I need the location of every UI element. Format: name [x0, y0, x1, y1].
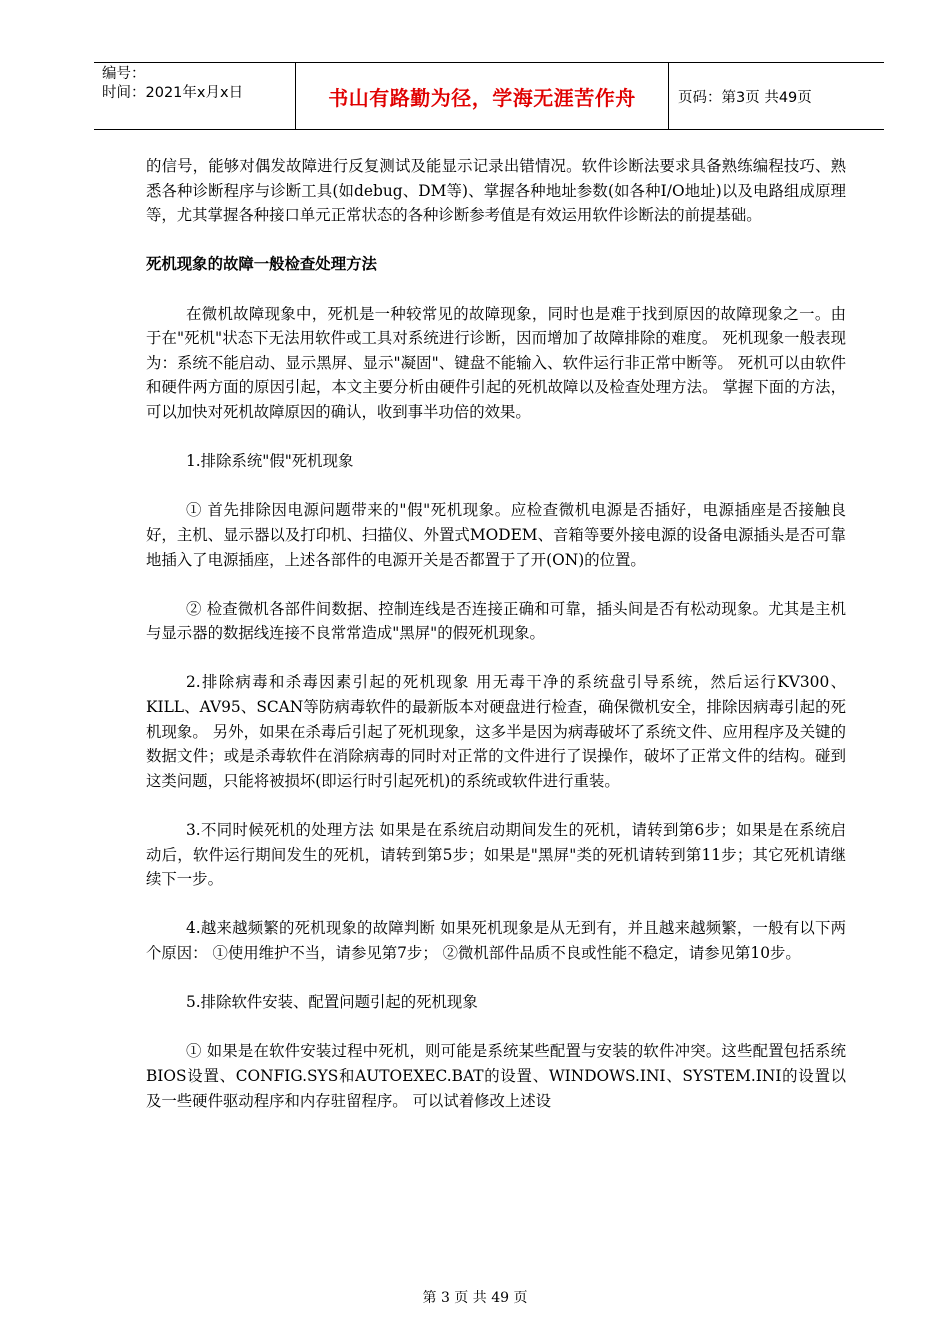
subsection-title: 5.排除软件安装、配置问题引起的死机现象: [186, 993, 478, 1012]
page-footer: 第 3 页 共 49 页: [422, 1290, 528, 1306]
header-meta: [102, 65, 243, 103]
paragraph: ② 检查微机各部件间数据、控制连线是否连接正确和可靠，插头间是否有松动现象。尤其是主机与显示器的数据线连接不良常常造成"黑屏"的假死机现象。: [146, 599, 846, 643]
document-body: [146, 154, 846, 1113]
header-page-info: 页码：第3页 共49页: [678, 89, 812, 106]
header-motto: 书山有路勤为径，学海无涯苦作舟: [328, 85, 636, 110]
paragraph: 2.排除病毒和杀毒因素引起的死机现象 用无毒干净的系统盘引导系统，然后运行KV300、KILL、AV95、SCAN等防病毒软件的最新版本对硬盘进行检查，确保微机安全，排除因病毒引起的死机现象。 另外，如果在杀毒后引起了死机现象，这多半是因为病毒破坏了系统文件、应用程序及关键的数据文件；或是杀毒软件在消除病毒的同时对正常的文件进行了误操作，破坏了正常文件的结构。碰到这类问题，只能将被损坏(即运行时引起死机)的系统或软件进行重装。: [146, 673, 846, 790]
paragraph: 4.越来越频繁的死机现象的故障判断 如果死机现象是从无到有，并且越来越频繁，一般有以下两个原因： ①使用维护不当，请参见第7步； ②微机部件品质不良或性能不稳定，请参见第10步。: [146, 919, 846, 962]
section-heading: 死机现象的故障一般检查处理方法: [146, 255, 377, 274]
doc-code-label: 编号：: [102, 66, 146, 82]
header-divider: [668, 63, 669, 129]
page-header: [94, 62, 884, 130]
paragraph: 的信号，能够对偶发故障进行反复测试及能显示记录出错情况。软件诊断法要求具备熟练编程技巧、熟悉各种诊断程序与诊断工具(如debug、DM等)、掌握各种地址参数(如各种I/O地址)以及电路组成原理等，尤其掌握各种接口单元正常状态的各种诊断参考值是有效运用软件诊断法的前提基础。: [146, 157, 846, 225]
subsection-title: 1.排除系统"假"死机现象: [186, 452, 354, 471]
doc-time-label: 时间：2021年x月x日: [102, 85, 244, 101]
paragraph: ① 首先排除因电源问题带来的"假"死机现象。应检查微机电源是否插好，电源插座是否接触良好，主机、显示器以及打印机、扫描仪、外置式MODEM、音箱等要外接电源的设备电源插头是否可靠地插入了电源插座，上述各部件的电源开关是否都置于了开(ON)的位置。: [146, 501, 846, 569]
paragraph: 在微机故障现象中，死机是一种较常见的故障现象，同时也是难于找到原因的故障现象之一。由于在"死机"状态下无法用软件或工具对系统进行诊断，因而增加了故障排除的难度。 死机现象一般表现为：系统不能启动、显示黑屏、显示"凝固"、键盘不能输入、软件运行非正常中断等。 死机可以由软件和硬件两方面的原因引起，本文主要分析由硬件引起的死机故障以及检查处理方法。 掌握下面的方法，可以加快对死机故障原因的确认，收到事半功倍的效果。: [146, 304, 846, 421]
paragraph: 3.不同时候死机的处理方法 如果是在系统启动期间发生的死机，请转到第6步；如果是在系统启动后，软件运行期间发生的死机，请转到第5步；如果是"黑屏"类的死机请转到第11步；其它死机请继续下一步。: [146, 821, 846, 889]
paragraph: ① 如果是在软件安装过程中死机，则可能是系统某些配置与安装的软件冲突。这些配置包括系统BIOS设置、CONFIG.SYS和AUTOEXEC.BAT的设置、WINDOWS.INI、SYSTEM.INI的设置以及一些硬件驱动程序和内存驻留程序。 可以试着修改上述设: [146, 1042, 846, 1110]
